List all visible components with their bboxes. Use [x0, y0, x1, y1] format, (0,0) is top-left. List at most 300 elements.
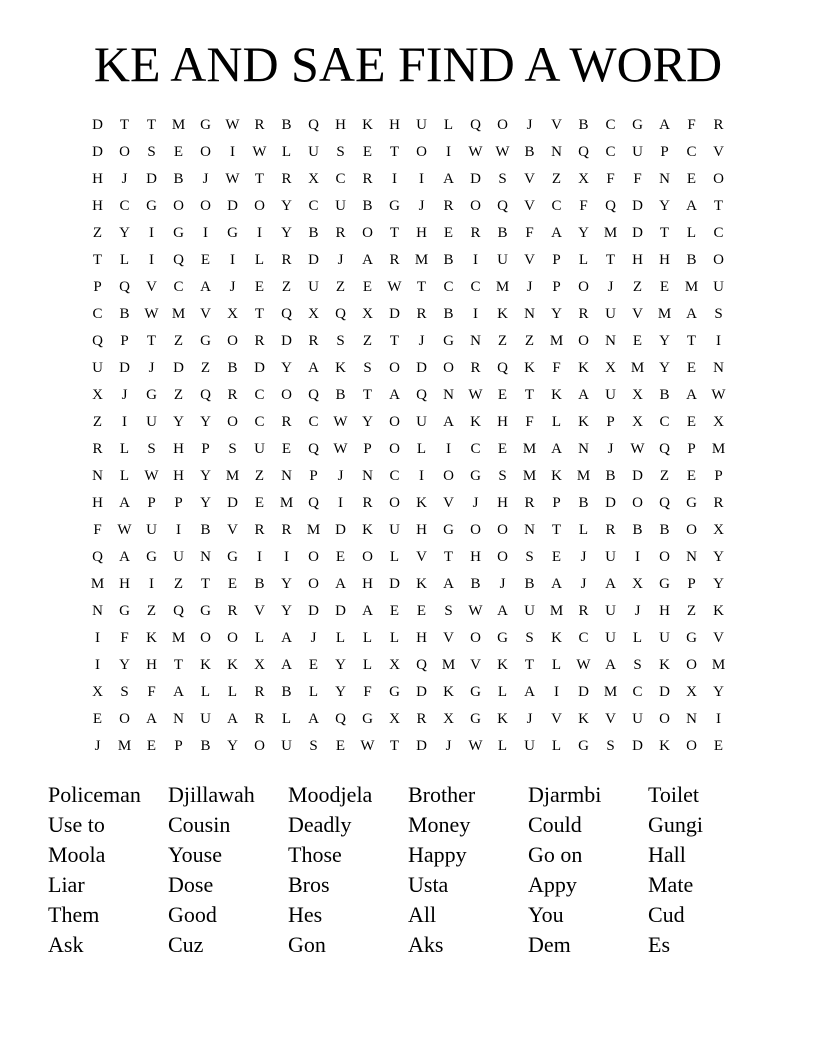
grid-letter: D	[173, 360, 184, 376]
grid-letter: C	[308, 414, 319, 430]
grid-letter: K	[713, 603, 724, 619]
grid-letter: D	[416, 684, 427, 700]
grid-letter: M	[657, 306, 672, 322]
grid-letter: L	[389, 630, 400, 646]
grid-letter: G	[443, 333, 454, 349]
grid-letter: J	[94, 738, 101, 754]
grid-letter: H	[389, 117, 400, 133]
grid-letter: V	[254, 603, 265, 619]
grid-letter: D	[389, 306, 400, 322]
grid-letter: E	[443, 225, 454, 241]
grid-letter: E	[686, 360, 697, 376]
grid-letter: V	[524, 198, 535, 214]
grid-letter: A	[335, 576, 346, 592]
grid-letter: M	[90, 576, 105, 592]
grid-letter: J	[580, 576, 587, 592]
grid-letter: P	[309, 468, 318, 484]
grid-letter: G	[389, 684, 400, 700]
grid-letter: R	[416, 306, 427, 322]
grid-letter: G	[173, 225, 184, 241]
word-list-item: Djillawah	[168, 782, 255, 807]
grid-letter: Y	[200, 414, 211, 430]
grid-letter: H	[173, 441, 184, 457]
grid-letter: C	[254, 414, 265, 430]
grid-letter: I	[149, 225, 154, 241]
grid-letter: A	[524, 684, 535, 700]
grid-letter: H	[497, 495, 508, 511]
grid-letter: W	[468, 387, 483, 403]
grid-letter: Y	[362, 414, 373, 430]
grid-letter: C	[605, 144, 616, 160]
grid-letter: T	[389, 144, 400, 160]
grid-letter: X	[578, 171, 589, 187]
grid-letter: K	[416, 495, 427, 511]
grid-letter: I	[446, 144, 451, 160]
grid-letter: V	[551, 117, 562, 133]
word-list-item: Cousin	[168, 812, 231, 837]
grid-letter: E	[281, 441, 292, 457]
grid-letter: N	[524, 522, 535, 538]
grid-letter: V	[416, 549, 427, 565]
grid-letter: B	[443, 252, 454, 268]
grid-letter: O	[578, 333, 589, 349]
grid-letter: B	[605, 468, 616, 484]
grid-letter: Z	[524, 333, 535, 349]
grid-letter: R	[281, 252, 292, 268]
grid-letter: B	[254, 576, 265, 592]
grid-letter: N	[362, 468, 373, 484]
grid-letter: P	[606, 414, 615, 430]
grid-letter: S	[228, 441, 237, 457]
grid-letter: R	[254, 117, 265, 133]
grid-row	[84, 463, 732, 490]
grid-letter: T	[551, 522, 562, 538]
grid-letter: D	[416, 360, 427, 376]
grid-letter: T	[119, 117, 130, 133]
grid-letter: O	[470, 522, 481, 538]
grid-letter: L	[308, 684, 319, 700]
grid-letter: D	[416, 738, 427, 754]
word-list-item: Go on	[528, 842, 583, 867]
word-list-item: Money	[408, 812, 471, 837]
grid-letter: R	[254, 711, 265, 727]
grid-letter: U	[605, 306, 616, 322]
grid-letter: X	[227, 306, 238, 322]
grid-letter: O	[227, 414, 238, 430]
grid-letter: A	[605, 576, 616, 592]
grid-letter: K	[443, 684, 454, 700]
word-list-item: Moodjela	[288, 782, 373, 807]
grid-letter: W	[117, 522, 132, 538]
grid-letter: H	[416, 630, 427, 646]
grid-letter: I	[176, 522, 181, 538]
grid-letter: M	[684, 279, 699, 295]
grid-letter: J	[526, 711, 533, 727]
grid-letter: F	[687, 117, 696, 133]
grid-letter: Z	[335, 279, 346, 295]
grid-letter: Q	[470, 117, 481, 133]
grid-letter: G	[227, 225, 238, 241]
grid-letter: N	[443, 387, 454, 403]
word-list-item: Cud	[648, 902, 685, 927]
grid-letter: I	[446, 441, 451, 457]
grid-letter: Y	[713, 576, 724, 592]
grid-letter: F	[552, 360, 561, 376]
grid-letter: O	[443, 360, 454, 376]
grid-letter: B	[281, 117, 292, 133]
grid-row	[84, 355, 732, 382]
grid-letter: F	[633, 171, 642, 187]
grid-letter: I	[203, 225, 208, 241]
grid-letter: L	[119, 441, 130, 457]
grid-letter: U	[524, 738, 535, 754]
grid-letter: I	[95, 630, 100, 646]
grid-letter: Z	[281, 279, 292, 295]
grid-letter: S	[309, 738, 318, 754]
grid-letter: A	[227, 711, 238, 727]
grid-letter: M	[117, 738, 132, 754]
grid-letter: Y	[335, 684, 346, 700]
grid-letter: K	[659, 738, 670, 754]
grid-letter: B	[470, 576, 481, 592]
grid-letter: Q	[308, 441, 319, 457]
grid-letter: K	[551, 387, 562, 403]
grid-letter: G	[443, 522, 454, 538]
grid-letter: K	[659, 657, 670, 673]
grid-letter: U	[632, 144, 643, 160]
grid-letter: B	[659, 387, 670, 403]
grid-letter: Z	[173, 576, 184, 592]
grid-letter: R	[416, 711, 427, 727]
grid-letter: C	[551, 198, 562, 214]
grid-letter: X	[308, 171, 319, 187]
grid-letter: R	[362, 171, 373, 187]
grid-letter: A	[281, 630, 292, 646]
grid-letter: R	[92, 441, 103, 457]
grid-letter: J	[445, 738, 452, 754]
grid-letter: M	[630, 360, 645, 376]
grid-letter: U	[605, 549, 616, 565]
grid-letter: S	[444, 603, 453, 619]
grid-letter: K	[578, 414, 589, 430]
grid-row	[84, 436, 732, 463]
grid-row	[84, 220, 732, 247]
grid-letter: E	[335, 549, 346, 565]
grid-letter: O	[200, 630, 211, 646]
grid-letter: V	[524, 252, 535, 268]
grid-letter: M	[576, 468, 591, 484]
word-list-item: Hall	[648, 842, 686, 867]
grid-row	[84, 733, 732, 760]
word-list-item: Usta	[408, 872, 449, 897]
grid-letter: O	[416, 144, 427, 160]
grid-letter: U	[335, 198, 346, 214]
grid-letter: P	[147, 495, 156, 511]
grid-letter: Q	[308, 117, 319, 133]
grid-letter: O	[308, 576, 319, 592]
grid-letter: J	[634, 603, 641, 619]
grid-letter: E	[389, 603, 400, 619]
grid-letter: D	[578, 684, 589, 700]
grid-letter: F	[120, 630, 129, 646]
grid-letter: U	[524, 603, 535, 619]
grid-letter: D	[227, 198, 238, 214]
grid-letter: M	[414, 252, 429, 268]
grid-letter: X	[632, 387, 643, 403]
grid-letter: W	[252, 144, 267, 160]
grid-letter: O	[470, 198, 481, 214]
grid-letter: X	[92, 387, 103, 403]
grid-letter: N	[92, 468, 103, 484]
grid-letter: E	[92, 711, 103, 727]
grid-letter: O	[713, 171, 724, 187]
grid-letter: J	[418, 333, 425, 349]
grid-letter: R	[362, 495, 373, 511]
grid-letter: O	[227, 630, 238, 646]
grid-letter: T	[362, 387, 373, 403]
grid-letter: A	[443, 576, 454, 592]
grid-letter: L	[497, 738, 508, 754]
grid-letter: T	[389, 738, 400, 754]
grid-letter: U	[497, 252, 508, 268]
grid-letter: Y	[227, 738, 238, 754]
grid-letter: L	[119, 468, 130, 484]
grid-letter: K	[551, 468, 562, 484]
word-list	[48, 780, 768, 960]
word-list-item: Gon	[288, 932, 326, 957]
grid-letter: L	[389, 549, 400, 565]
grid-letter: K	[470, 414, 481, 430]
grid-letter: B	[524, 576, 535, 592]
grid-letter: L	[551, 414, 562, 430]
grid-letter: O	[497, 522, 508, 538]
grid-letter: L	[443, 117, 454, 133]
grid-letter: K	[497, 306, 508, 322]
grid-letter: G	[632, 117, 643, 133]
grid-letter: O	[578, 279, 589, 295]
grid-letter: U	[92, 360, 103, 376]
grid-letter: I	[257, 549, 262, 565]
grid-letter: S	[606, 738, 615, 754]
grid-letter: N	[470, 333, 481, 349]
word-list-item: Gungi	[648, 812, 703, 837]
word-list-item: Dose	[168, 872, 214, 897]
grid-letter: U	[254, 441, 265, 457]
grid-letter: H	[416, 225, 427, 241]
grid-letter: C	[308, 198, 319, 214]
grid-letter: G	[146, 387, 157, 403]
grid-letter: O	[308, 549, 319, 565]
grid-letter: Z	[254, 468, 265, 484]
grid-row	[84, 166, 732, 193]
grid-letter: V	[551, 711, 562, 727]
grid-letter: I	[554, 684, 559, 700]
grid-letter: W	[360, 738, 375, 754]
grid-letter: E	[335, 738, 346, 754]
grid-letter: I	[149, 252, 154, 268]
word-list-item: Aks	[408, 932, 444, 957]
grid-letter: R	[578, 306, 589, 322]
grid-letter: G	[146, 549, 157, 565]
grid-letter: N	[173, 711, 184, 727]
grid-letter: J	[472, 495, 479, 511]
grid-letter: J	[148, 360, 155, 376]
grid-letter: Z	[551, 171, 562, 187]
grid-letter: T	[686, 333, 697, 349]
grid-letter: Q	[497, 360, 508, 376]
grid-row	[84, 274, 732, 301]
grid-letter: U	[605, 603, 616, 619]
grid-letter: N	[281, 468, 292, 484]
grid-letter: E	[254, 495, 265, 511]
grid-letter: N	[686, 549, 697, 565]
grid-letter: Y	[119, 225, 130, 241]
grid-letter: X	[686, 684, 697, 700]
word-list-item: Could	[528, 812, 582, 837]
grid-letter: P	[687, 576, 696, 592]
grid-letter: H	[659, 603, 670, 619]
grid-letter: A	[308, 360, 319, 376]
grid-row	[84, 679, 732, 706]
word-list-item: Ask	[48, 932, 84, 957]
grid-letter: X	[254, 657, 265, 673]
grid-letter: E	[416, 603, 427, 619]
grid-letter: I	[716, 711, 721, 727]
grid-letter: K	[146, 630, 157, 646]
grid-letter: L	[632, 630, 643, 646]
word-list-item: Es	[648, 932, 670, 957]
grid-letter: S	[336, 333, 345, 349]
grid-letter: A	[578, 387, 589, 403]
grid-letter: R	[227, 387, 238, 403]
grid-letter: M	[171, 630, 186, 646]
grid-letter: N	[524, 306, 535, 322]
grid-letter: B	[200, 738, 211, 754]
grid-row	[84, 598, 732, 625]
grid-letter: R	[281, 414, 292, 430]
grid-letter: Q	[308, 387, 319, 403]
word-list-item: Liar	[48, 872, 85, 897]
grid-letter: O	[281, 387, 292, 403]
grid-letter: W	[468, 738, 483, 754]
grid-letter: Y	[713, 684, 724, 700]
grid-letter: M	[171, 117, 186, 133]
grid-letter: P	[552, 252, 561, 268]
grid-letter: G	[200, 117, 211, 133]
grid-letter: M	[306, 522, 321, 538]
grid-letter: A	[200, 279, 211, 295]
grid-letter: P	[660, 144, 669, 160]
grid-letter: D	[632, 468, 643, 484]
grid-letter: T	[443, 549, 454, 565]
grid-letter: R	[254, 522, 265, 538]
grid-letter: R	[470, 225, 481, 241]
grid-letter: C	[119, 198, 130, 214]
grid-letter: P	[174, 495, 183, 511]
grid-letter: Q	[659, 495, 670, 511]
word-list-item: Brother	[408, 782, 476, 807]
grid-letter: H	[92, 171, 103, 187]
grid-letter: O	[119, 711, 130, 727]
grid-letter: G	[470, 468, 481, 484]
grid-letter: O	[173, 198, 184, 214]
grid-letter: A	[686, 198, 697, 214]
grid-letter: O	[686, 522, 697, 538]
grid-letter: R	[713, 495, 724, 511]
grid-letter: J	[526, 117, 533, 133]
grid-letter: U	[605, 387, 616, 403]
grid-row	[84, 490, 732, 517]
grid-letter: T	[173, 657, 184, 673]
grid-letter: O	[200, 144, 211, 160]
grid-letter: Y	[281, 603, 292, 619]
grid-letter: E	[308, 657, 319, 673]
grid-letter: I	[230, 252, 235, 268]
grid-letter: B	[335, 387, 346, 403]
word-list-item: Dem	[528, 932, 571, 957]
grid-letter: J	[310, 630, 317, 646]
grid-letter: Q	[119, 279, 130, 295]
grid-letter: X	[632, 414, 643, 430]
grid-letter: H	[659, 252, 670, 268]
grid-letter: O	[119, 144, 130, 160]
grid-letter: F	[525, 225, 534, 241]
grid-letter: J	[121, 171, 128, 187]
grid-letter: B	[281, 684, 292, 700]
word-list-item: You	[528, 902, 564, 927]
grid-letter: N	[686, 711, 697, 727]
grid-letter: C	[659, 414, 670, 430]
grid-letter: D	[119, 360, 130, 376]
grid-letter: H	[146, 657, 157, 673]
word-list-item: Cuz	[168, 932, 204, 957]
grid-letter: B	[200, 522, 211, 538]
grid-letter: T	[659, 225, 670, 241]
grid-letter: S	[498, 468, 507, 484]
grid-letter: T	[389, 333, 400, 349]
grid-letter: X	[443, 711, 454, 727]
grid-letter: D	[92, 117, 103, 133]
grid-letter: Z	[200, 360, 211, 376]
grid-letter: G	[686, 495, 697, 511]
grid-letter: B	[227, 360, 238, 376]
grid-letter: J	[418, 198, 425, 214]
grid-letter: E	[686, 414, 697, 430]
grid-letter: E	[686, 468, 697, 484]
grid-letter: K	[335, 360, 346, 376]
grid-letter: J	[607, 441, 614, 457]
grid-letter: T	[92, 252, 103, 268]
grid-letter: E	[659, 279, 670, 295]
grid-row	[84, 247, 732, 274]
grid-letter: D	[254, 360, 265, 376]
grid-letter: X	[632, 576, 643, 592]
grid-letter: D	[632, 225, 643, 241]
grid-letter: U	[416, 414, 427, 430]
grid-letter: O	[497, 549, 508, 565]
grid-letter: T	[254, 306, 265, 322]
word-list-item: Hes	[288, 902, 323, 927]
grid-letter: W	[495, 144, 510, 160]
grid-letter: R	[578, 603, 589, 619]
grid-letter: G	[497, 630, 508, 646]
grid-letter: C	[470, 441, 481, 457]
grid-letter: B	[524, 144, 535, 160]
word-list-item: Them	[48, 902, 100, 927]
grid-letter: O	[686, 738, 697, 754]
grid-letter: B	[308, 225, 319, 241]
grid-letter: W	[711, 387, 726, 403]
